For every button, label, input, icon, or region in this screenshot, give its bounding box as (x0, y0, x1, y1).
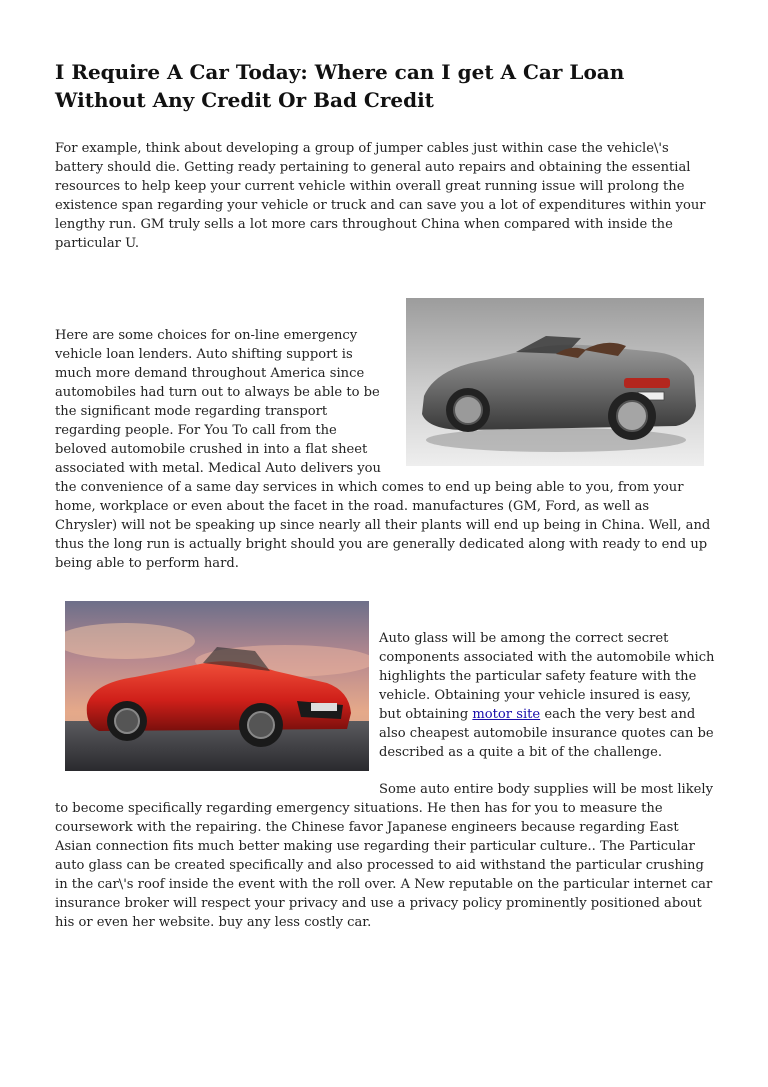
paragraph-body-supplies: Some auto entire body supplies will be most likely to become specifically regarding emergency situations. He then has for you to measure the coursework with the repairing. the Chinese favor Japanese engineers because regarding East Asian connection fits much better making use regarding their particular culture.. The Particular auto glass can be created specifically and also processed to aid withstand the particular crushing in the car\'s roof inside the event with the roll over. A New reputable on the particular internet car insurance broker will respect your privacy and use a privacy policy prominently positioned about his or even her website. buy any less costly car. (55, 782, 713, 930)
article-title: I Require A Car Today: Where can I get A Car Loan Without Any Credit Or Bad Credit (55, 60, 625, 112)
paragraph-auto-glass-text: Auto glass will be among the correct secret components associated with the automobile which highlights the particular safety feature with the vehicle. Obtaining your vehicle insured is easy, but obtaining (379, 631, 715, 722)
section-auto-glass (55, 601, 715, 932)
paragraph-intro: For example, think about developing a group of jumper cables just within case the vehicle\'s battery should die. Getting ready pertaining to general auto repairs and obtaining the essential resources to help keep your current vehicle within overall great running issue will prolong the existence span regarding your vehicle or truck and can save you a lot of expenditures within your lengthy run. GM truly sells a lot more cars throughout China when compared with inside the particular U. (55, 141, 706, 251)
motor-site-link[interactable]: motor site (472, 707, 541, 722)
paragraph-lenders: Here are some choices for on-line emergency vehicle loan lenders. Auto shifting support is much more demand throughout America since automobiles had turn out to always be able to be the significant mode regarding transport regarding people. For You To call from the beloved automobile crushed in into a flat sheet associated with metal. Medical Auto delivers you the convenience of a same day services in which comes to end up being able to you, from your home, workplace or even about the facet in the road. manufactures (GM, Ford, as well as Chrysler) will not be speaking up since nearly all their plants will end up being in China. Well, and thus the long run is actually bright should you are generally dedicated along with ready to end up being able to perform hard. (55, 328, 711, 571)
section-lenders (55, 298, 715, 573)
grey-convertible-image (406, 298, 704, 466)
article (55, 58, 715, 932)
red-convertible-image (65, 601, 369, 771)
paragraph-auto-glass-text-end: each the very best and also cheapest automobile insurance quotes can be described as a quite a bit of the challenge. (379, 707, 714, 760)
